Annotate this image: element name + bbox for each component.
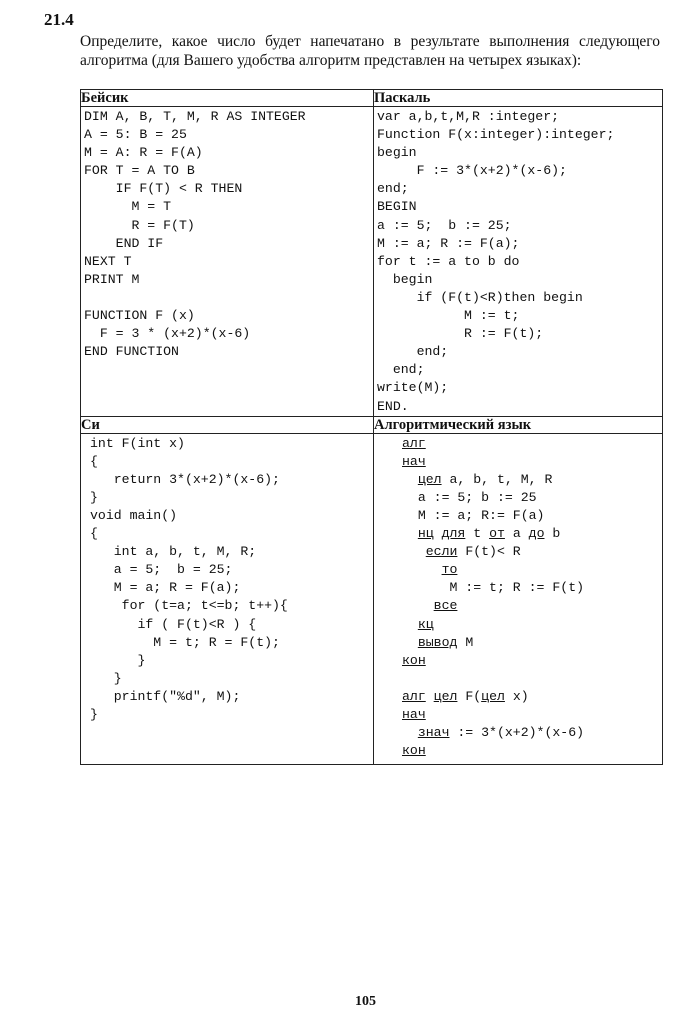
algo-keyword: кон	[402, 743, 426, 759]
algo-line	[402, 652, 660, 670]
algo-line	[402, 616, 660, 634]
code-line: if (F(t)<R)then begin	[377, 289, 583, 305]
code-line: R = F(T)	[84, 217, 195, 233]
algo-keyword: кц	[417, 616, 434, 632]
algo-text: := 3*(x+2)*(x-6)	[449, 725, 585, 741]
code-line: a = 5; b = 25;	[90, 562, 233, 578]
code-line: if ( F(t)<R ) {	[90, 616, 257, 632]
algo-line	[402, 670, 660, 688]
code-line: END FUNCTION	[84, 344, 179, 360]
c-cell	[81, 433, 374, 764]
code-line: M = t; R = F(t);	[90, 634, 280, 650]
algo-line	[402, 435, 660, 453]
header-pascal: Паскаль	[374, 90, 663, 107]
code-line: END.	[377, 398, 409, 414]
code-line: end;	[377, 181, 409, 197]
pascal-cell	[374, 107, 663, 417]
code-line: FUNCTION F (x)	[84, 308, 195, 324]
algo-text: b	[544, 526, 561, 542]
header-c: Си	[81, 416, 374, 433]
code-line: for t := a to b do	[377, 253, 520, 269]
code-line: M = T	[84, 199, 172, 215]
code-line: int F(int x)	[90, 435, 185, 451]
code-table	[80, 89, 663, 765]
algo-text: t	[465, 526, 490, 542]
algo-keyword: нач	[402, 707, 426, 722]
algo-line	[402, 525, 660, 543]
code-line: printf("%d", M);	[90, 688, 241, 704]
algo-keyword: алг	[402, 435, 426, 451]
algo-text: F(t)< R	[457, 544, 521, 560]
algo-line	[402, 688, 660, 706]
code-line: M = a; R = F(a);	[90, 580, 241, 596]
algo-line	[402, 742, 660, 760]
c-code	[81, 434, 373, 725]
algo-keyword: цел	[433, 688, 458, 704]
algo-line	[402, 507, 660, 525]
basic-code	[81, 107, 373, 361]
algo-line	[402, 489, 660, 507]
code-line: }	[90, 652, 146, 668]
code-line	[84, 289, 371, 307]
code-line: int a, b, t, M, R;	[90, 544, 257, 560]
algo-keyword: нач	[402, 453, 426, 469]
algo-text: M := a; R:= F(a)	[417, 507, 545, 523]
algo-text: F(	[457, 688, 482, 704]
algo-line	[402, 634, 660, 652]
code-line: void main()	[90, 507, 178, 523]
code-line: begin	[377, 271, 433, 287]
algo-line	[402, 597, 660, 615]
code-line: return 3*(x+2)*(x-6);	[90, 471, 280, 487]
algo-text: M	[457, 634, 474, 650]
code-line: a := 5; b := 25;	[377, 217, 512, 233]
code-line: }	[90, 670, 122, 686]
basic-cell	[81, 107, 374, 417]
code-line: END IF	[84, 235, 164, 251]
code-line: begin	[377, 145, 417, 161]
header-algo: Алгоритмический язык	[374, 416, 663, 433]
code-line: BEGIN	[377, 199, 417, 215]
algo-line	[402, 724, 660, 742]
algo-code	[374, 434, 662, 761]
page-number: 105	[355, 994, 376, 1009]
algo-text: M := t; R := F(t)	[449, 580, 585, 596]
algo-keyword: если	[425, 544, 458, 560]
pascal-code	[374, 107, 662, 416]
algo-line	[402, 543, 660, 561]
code-line: }	[90, 707, 98, 722]
algo-line	[402, 561, 660, 579]
algo-line	[402, 471, 660, 489]
algo-text: a, b, t, M, R	[441, 471, 553, 487]
code-line: }	[90, 489, 98, 505]
code-line: {	[90, 526, 98, 542]
algo-keyword: то	[441, 562, 458, 578]
code-line: end;	[377, 362, 425, 378]
algo-text: x)	[504, 688, 529, 704]
algo-line	[402, 453, 660, 471]
code-line: NEXT T	[84, 253, 132, 269]
code-line: A = 5: B = 25	[84, 127, 187, 143]
code-line: Function F(x:integer):integer;	[377, 127, 615, 143]
code-line: M = A: R = F(A)	[84, 145, 203, 161]
problem-number: 21.4	[44, 10, 74, 29]
code-line: end;	[377, 344, 449, 360]
code-line: write(M);	[377, 380, 449, 396]
algo-text: a	[504, 526, 529, 542]
code-line: F := 3*(x+2)*(x-6);	[377, 163, 567, 179]
algo-keyword: все	[433, 598, 458, 614]
code-line: PRINT M	[84, 271, 140, 287]
code-line: IF F(T) < R THEN	[84, 181, 243, 197]
problem-statement: Определите, какое число будет напечатано в результате выполнения следующего алгоритма (для Вашего удобства алгоритм представлен на четырех языках):	[80, 33, 660, 69]
code-line: M := a; R := F(a);	[377, 235, 520, 251]
code-line: for (t=a; t<=b; t++){	[90, 598, 288, 614]
algo-keyword: от	[489, 526, 505, 542]
code-line: DIM A, B, T, M, R AS INTEGER	[84, 109, 306, 124]
algo-line	[402, 579, 660, 597]
algo-keyword: до	[528, 526, 545, 542]
algo-keyword: кон	[402, 652, 426, 668]
algo-text: a := 5; b := 25	[417, 489, 537, 505]
algo-cell	[374, 433, 663, 764]
code-line: R := F(t);	[377, 326, 544, 342]
code-line: var a,b,t,M,R :integer;	[377, 109, 560, 124]
algo-keyword: цел	[481, 688, 505, 704]
algo-keyword: знач	[417, 725, 450, 741]
header-basic: Бейсик	[81, 90, 374, 107]
code-line: M := t;	[377, 308, 520, 324]
code-line: {	[90, 453, 98, 469]
algo-line	[402, 706, 660, 724]
code-line: F = 3 * (x+2)*(x-6)	[84, 326, 251, 342]
algo-keyword: алг	[402, 688, 426, 704]
algo-keyword: для	[441, 526, 466, 542]
code-line: FOR T = A TO B	[84, 163, 195, 179]
algo-keyword: вывод	[417, 634, 458, 650]
algo-keyword: нц	[417, 526, 434, 542]
algo-keyword: цел	[417, 471, 442, 487]
